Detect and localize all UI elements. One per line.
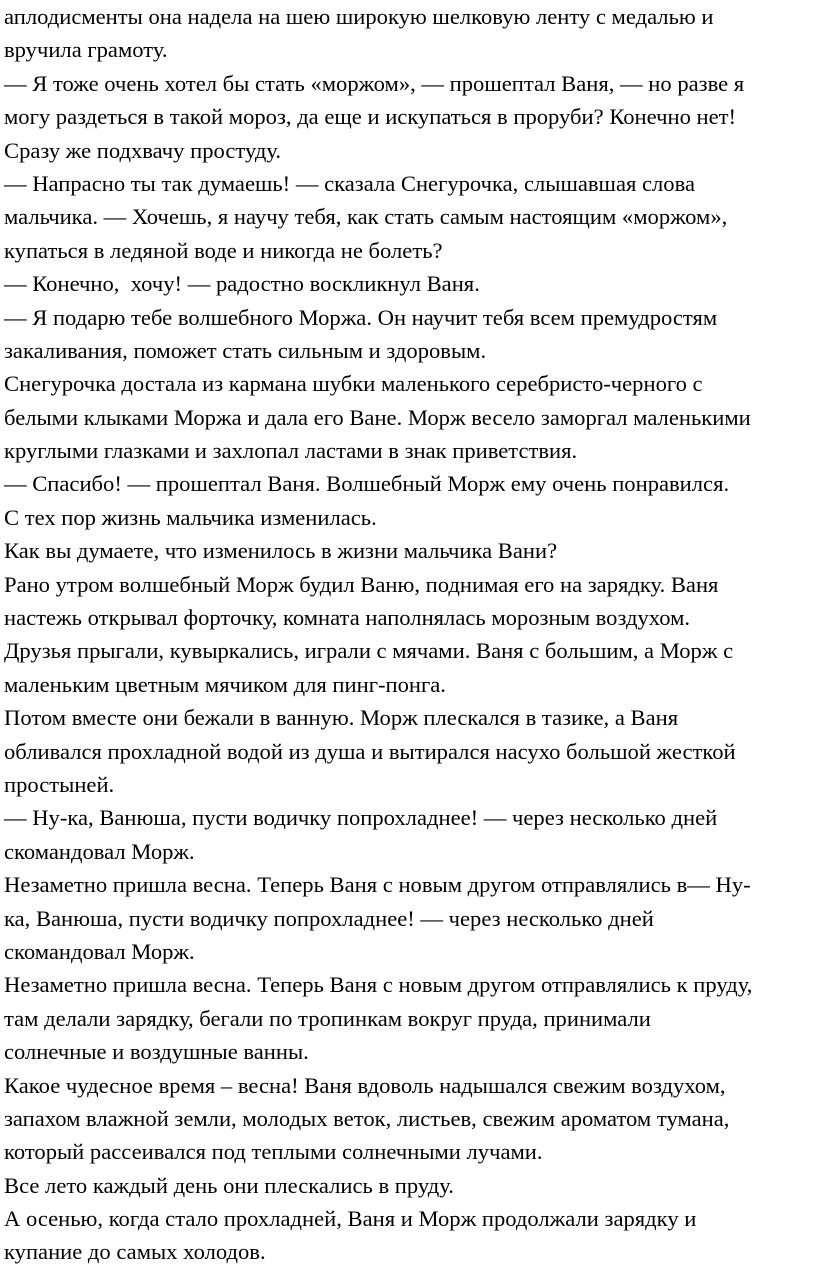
text-line: аплодисменты она надела на шею широкую шелковую ленту с медалью и — [4, 4, 714, 29]
text-line: Все лето каждый день они плескались в пруду. — [4, 1172, 454, 1198]
text-line: — Спасибо! — прошептал Ваня. Волшебный Морж ему очень понравился. — [4, 471, 730, 497]
text-line: Незаметно пришла весна. Теперь Ваня с новым другом отправлялись в— Ну- — [4, 872, 751, 898]
text-line: который рассеивался под теплыми солнечными лучами. — [4, 1139, 543, 1165]
text-line: — Конечно, хочу! — радостно воскликнул Ваня. — [4, 271, 480, 297]
text-line: маленьким цветным мячиком для пинг-понга. — [4, 671, 446, 697]
text-line: простыней. — [4, 771, 115, 797]
text-line: солнечные и воздушные ванны. — [4, 1039, 309, 1065]
text-line: Друзья прыгали, кувыркались, играли с мячами. Ваня с большим, а Морж с — [4, 638, 734, 664]
text-line: запахом влажной земли, молодых веток, листьев, свежим ароматом тумана, — [4, 1105, 730, 1131]
text-line: закаливания, поможет стать сильным и здоровым. — [4, 337, 487, 363]
text-line: могу раздеться в такой мороз, да еще и искупаться в проруби? Конечно нет! — [4, 104, 737, 130]
text-line: С тех пор жизнь мальчика изменилась. — [4, 504, 377, 530]
text-line: скомандовал Морж. — [4, 938, 195, 964]
text-line: купание до самых холодов. — [4, 1239, 266, 1265]
text-line: — Напрасно ты так думаешь! — сказала Снегурочка, слышавшая слова — [4, 170, 696, 196]
text-line: купаться в ледяной воде и никогда не болеть? — [4, 237, 443, 263]
text-line: мальчика. — Хочешь, я научу тебя, как стать самым настоящим «моржом», — [4, 204, 728, 230]
text-line: Сразу же подхвачу простуду. — [4, 137, 282, 163]
text-line: настежь открывал форточку, комната наполнялась морозным воздухом. — [4, 605, 691, 631]
text-line: Потом вместе они бежали в ванную. Морж плескался в тазике, а Ваня — [4, 705, 679, 731]
text-line: вручила грамоту. — [4, 37, 168, 63]
text-line: обливался прохладной водой из душа и вытирался насухо большой жесткой — [4, 738, 736, 764]
text-line: ка, Ванюша, пусти водичку попрохладнее! — через несколько дней — [4, 905, 654, 931]
text-line: — Ну-ка, Ванюша, пусти водичку попрохладнее! — через несколько дней — [4, 805, 718, 831]
text-line: А осенью, когда стало прохладней, Ваня и Морж продолжали зарядку и — [4, 1206, 697, 1232]
text-line: Какое чудесное время – весна! Ваня вдоволь надышался свежим воздухом, — [4, 1072, 726, 1098]
text-line: круглыми глазками и захлопал ластами в знак приветствия. — [4, 438, 578, 464]
text-line: Незаметно пришла весна. Теперь Ваня с новым другом отправлялись к пруду, — [4, 972, 753, 998]
text-line: Как вы думаете, что изменилось в жизни мальчика Вани? — [4, 538, 558, 564]
text-line: белыми клыками Моржа и дала его Ване. Морж весело заморгал маленькими — [4, 404, 751, 430]
text-line: скомандовал Морж. — [4, 838, 195, 864]
text-line: — Я тоже очень хотел бы стать «моржом», — прошептал Ваня, — но разве я — [4, 70, 745, 96]
text-line: — Я подарю тебе волшебного Моржа. Он научит тебя всем премудростям — [4, 304, 718, 330]
text-line: Рано утром волшебный Морж будил Ваню, поднимая его на зарядку. Ваня — [4, 571, 719, 597]
text-line: там делали зарядку, бегали по тропинкам вокруг пруда, принимали — [4, 1005, 651, 1031]
text-line: Снегурочка достала из кармана шубки маленького серебристо-черного с — [4, 371, 703, 397]
